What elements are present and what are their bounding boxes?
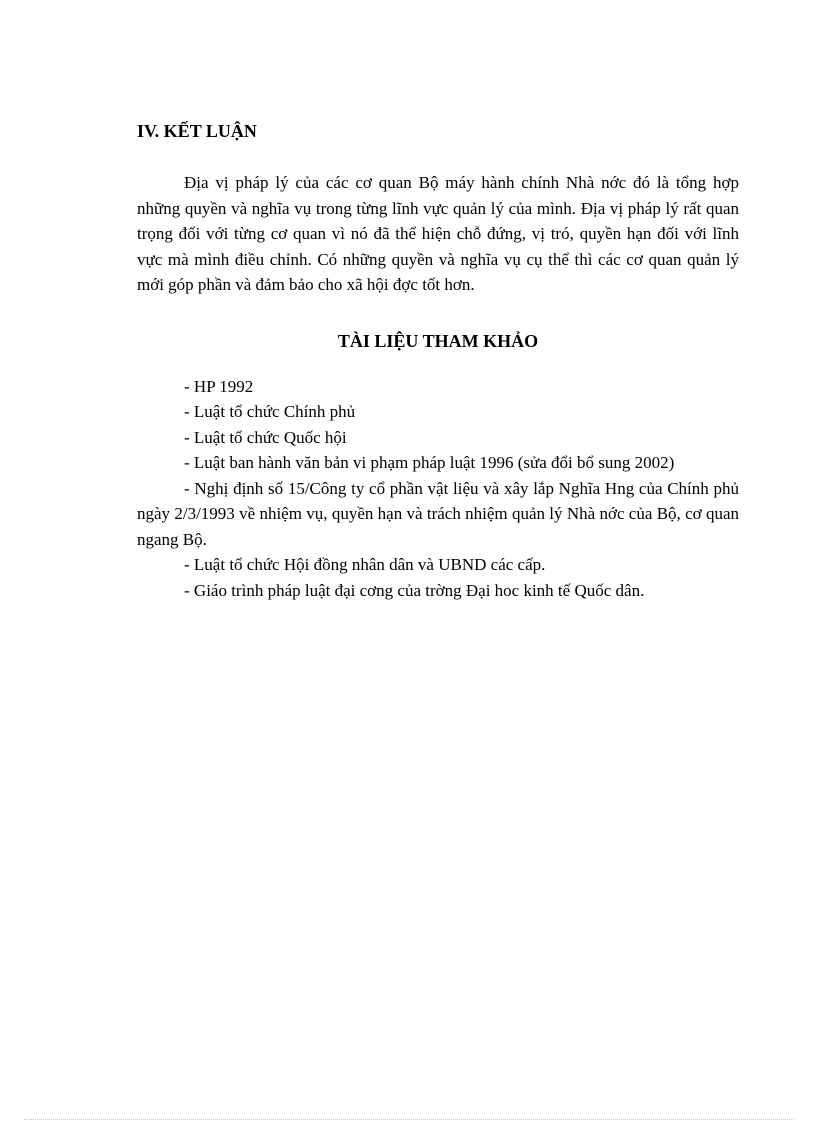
page-content xyxy=(137,118,739,603)
conclusion-paragraph: Địa vị pháp lý của các cơ quan Bộ máy hành chính Nhà nớc đó là tổng hợp những quyền và nghĩa vụ trong từng lĩnh vực quản lý của mình. Địa vị pháp lý rất quan trọng đối với từng cơ quan vì nó đã thể hiện chỗ đứng, vị tró, quyền hạn đối với lĩnh vực mà mình điều chỉnh. Có những quyền và nghĩa vụ cụ thể thì các cơ quan quản lý mới góp phần và đảm bảo cho xã hội đợc tốt hơn. xyxy=(137,173,739,294)
reference-item: - HP 1992 xyxy=(184,376,254,396)
reference-item: - Luật ban hành văn bản vi phạm pháp luật 1996 (sửa đổi bổ sung 2002) xyxy=(184,453,675,472)
conclusion-heading: IV. KẾT LUẬN xyxy=(137,121,257,141)
reference-item: - Luật tổ chức Chính phủ xyxy=(184,402,356,421)
reference-item: - Nghị định số 15/Công ty cổ phần vật liệu và xây lắp Nghĩa Hng của Chính phủ ngày 2/3/1993 về nhiệm vụ, quyền hạn và trách nhiệm quản lý Nhà nớc của Bộ, cơ quan ngang Bộ. xyxy=(137,478,739,549)
reference-item: - Luật tổ chức Quốc hội xyxy=(184,427,347,447)
page-bottom-divider xyxy=(24,1119,794,1120)
reference-item: - Luật tổ chức Hội đồng nhân dân và UBND các cấp. xyxy=(184,555,546,574)
reference-item: - Giáo trình pháp luật đại cơng của trờng Đại hoc kinh tế Quốc dân. xyxy=(184,580,645,600)
references-title: TÀI LIỆU THAM KHẢO xyxy=(337,330,539,351)
references-list xyxy=(137,374,739,604)
